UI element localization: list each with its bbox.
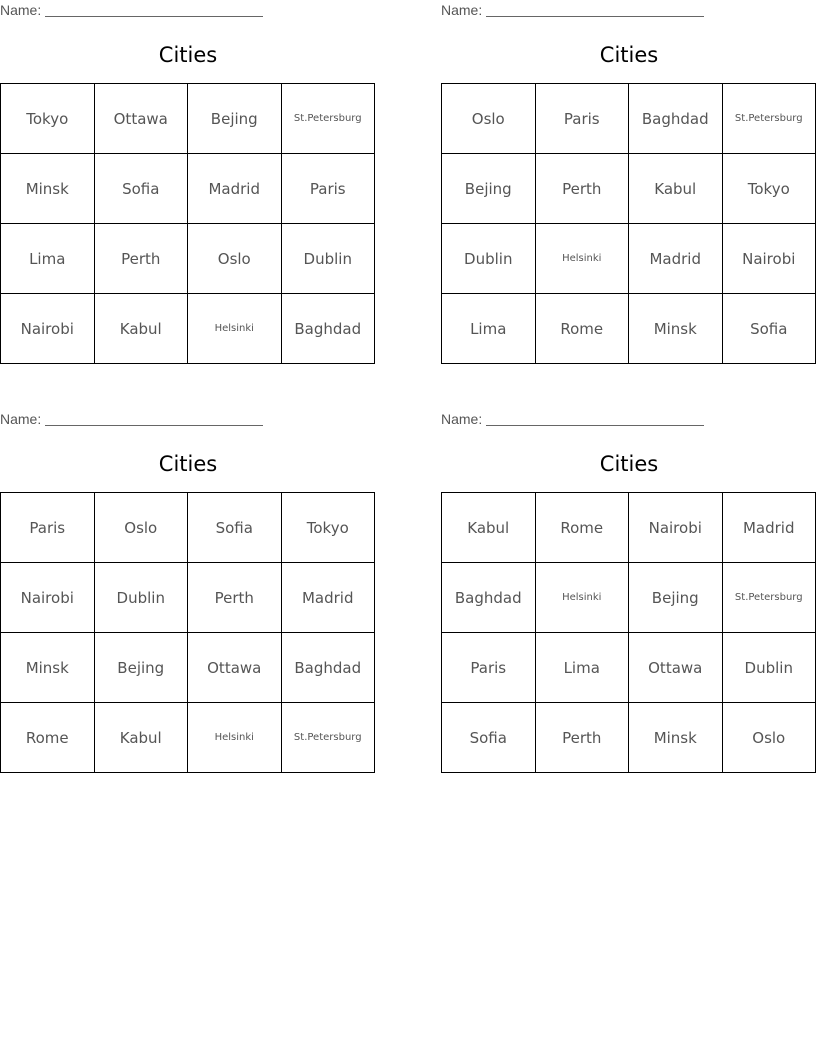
bingo-cell: Baghdad xyxy=(282,633,376,703)
bingo-cell: Dublin xyxy=(282,224,376,294)
bingo-cell: Helsinki xyxy=(188,703,282,773)
bingo-cell: Madrid xyxy=(188,154,282,224)
bingo-cell: Paris xyxy=(536,84,630,154)
bingo-cell: Minsk xyxy=(629,294,723,364)
bingo-cell: Perth xyxy=(188,563,282,633)
bingo-cell: Helsinki xyxy=(536,224,630,294)
bingo-grid xyxy=(0,492,375,773)
bingo-cell: St.Petersburg xyxy=(282,703,376,773)
bingo-cell: Lima xyxy=(1,224,95,294)
bingo-grid xyxy=(441,83,816,364)
bingo-cell: Sofia xyxy=(723,294,816,364)
bingo-cell: St.Petersburg xyxy=(723,563,816,633)
bingo-cell: Bejing xyxy=(442,154,536,224)
bingo-cell: Oslo xyxy=(442,84,536,154)
name-field xyxy=(441,411,704,429)
card-title: Cities xyxy=(599,452,659,476)
bingo-cell: Ottawa xyxy=(95,84,189,154)
card-title: Cities xyxy=(158,43,218,67)
bingo-cell: Madrid xyxy=(629,224,723,294)
card-title: Cities xyxy=(158,452,218,476)
name-blank-line xyxy=(45,411,263,426)
bingo-cell: Tokyo xyxy=(1,84,95,154)
bingo-cell: Kabul xyxy=(95,703,189,773)
name-blank-line xyxy=(45,2,263,17)
bingo-cell: Tokyo xyxy=(282,493,376,563)
bingo-cell: Madrid xyxy=(723,493,816,563)
name-field xyxy=(441,2,704,20)
bingo-cell: Oslo xyxy=(188,224,282,294)
bingo-cell: Kabul xyxy=(629,154,723,224)
name-label: Name: xyxy=(441,2,483,18)
bingo-grid xyxy=(441,492,816,773)
bingo-cell: Bejing xyxy=(95,633,189,703)
card-title: Cities xyxy=(599,43,659,67)
bingo-cell: Baghdad xyxy=(442,563,536,633)
bingo-cell: Dublin xyxy=(723,633,816,703)
bingo-cell: Rome xyxy=(536,493,630,563)
bingo-cell: Oslo xyxy=(723,703,816,773)
bingo-cell: Rome xyxy=(536,294,630,364)
name-blank-line xyxy=(486,411,704,426)
bingo-cell: Minsk xyxy=(1,633,95,703)
bingo-cell: Paris xyxy=(1,493,95,563)
name-blank-line xyxy=(486,2,704,17)
bingo-cell: Nairobi xyxy=(1,294,95,364)
bingo-cell: Paris xyxy=(282,154,376,224)
bingo-cell: Sofia xyxy=(188,493,282,563)
bingo-cell: Baghdad xyxy=(629,84,723,154)
bingo-grid xyxy=(0,83,375,364)
bingo-cell: Madrid xyxy=(282,563,376,633)
bingo-cell: Dublin xyxy=(442,224,536,294)
name-field xyxy=(0,411,263,429)
bingo-cell: Perth xyxy=(536,703,630,773)
bingo-cell: St.Petersburg xyxy=(723,84,816,154)
bingo-cell: Sofia xyxy=(442,703,536,773)
bingo-cell: Sofia xyxy=(95,154,189,224)
name-field xyxy=(0,2,263,20)
bingo-cell: Bejing xyxy=(188,84,282,154)
bingo-cell: Perth xyxy=(95,224,189,294)
bingo-cell: Lima xyxy=(536,633,630,703)
bingo-cell: Perth xyxy=(536,154,630,224)
bingo-cell: Minsk xyxy=(629,703,723,773)
name-label: Name: xyxy=(0,411,42,427)
bingo-cell: Baghdad xyxy=(282,294,376,364)
bingo-cell: Bejing xyxy=(629,563,723,633)
bingo-cell: Ottawa xyxy=(629,633,723,703)
bingo-cell: Rome xyxy=(1,703,95,773)
bingo-cell: Dublin xyxy=(95,563,189,633)
bingo-cell: Kabul xyxy=(95,294,189,364)
bingo-cell: Nairobi xyxy=(723,224,816,294)
bingo-cell: Nairobi xyxy=(1,563,95,633)
bingo-cell: Oslo xyxy=(95,493,189,563)
bingo-cell: Paris xyxy=(442,633,536,703)
bingo-cell: Helsinki xyxy=(188,294,282,364)
bingo-cell: Minsk xyxy=(1,154,95,224)
bingo-cell: Ottawa xyxy=(188,633,282,703)
name-label: Name: xyxy=(0,2,42,18)
bingo-cell: Nairobi xyxy=(629,493,723,563)
bingo-cell: Lima xyxy=(442,294,536,364)
bingo-cell: Helsinki xyxy=(536,563,630,633)
name-label: Name: xyxy=(441,411,483,427)
bingo-cell: Tokyo xyxy=(723,154,816,224)
bingo-cell: St.Petersburg xyxy=(282,84,376,154)
bingo-cell: Kabul xyxy=(442,493,536,563)
